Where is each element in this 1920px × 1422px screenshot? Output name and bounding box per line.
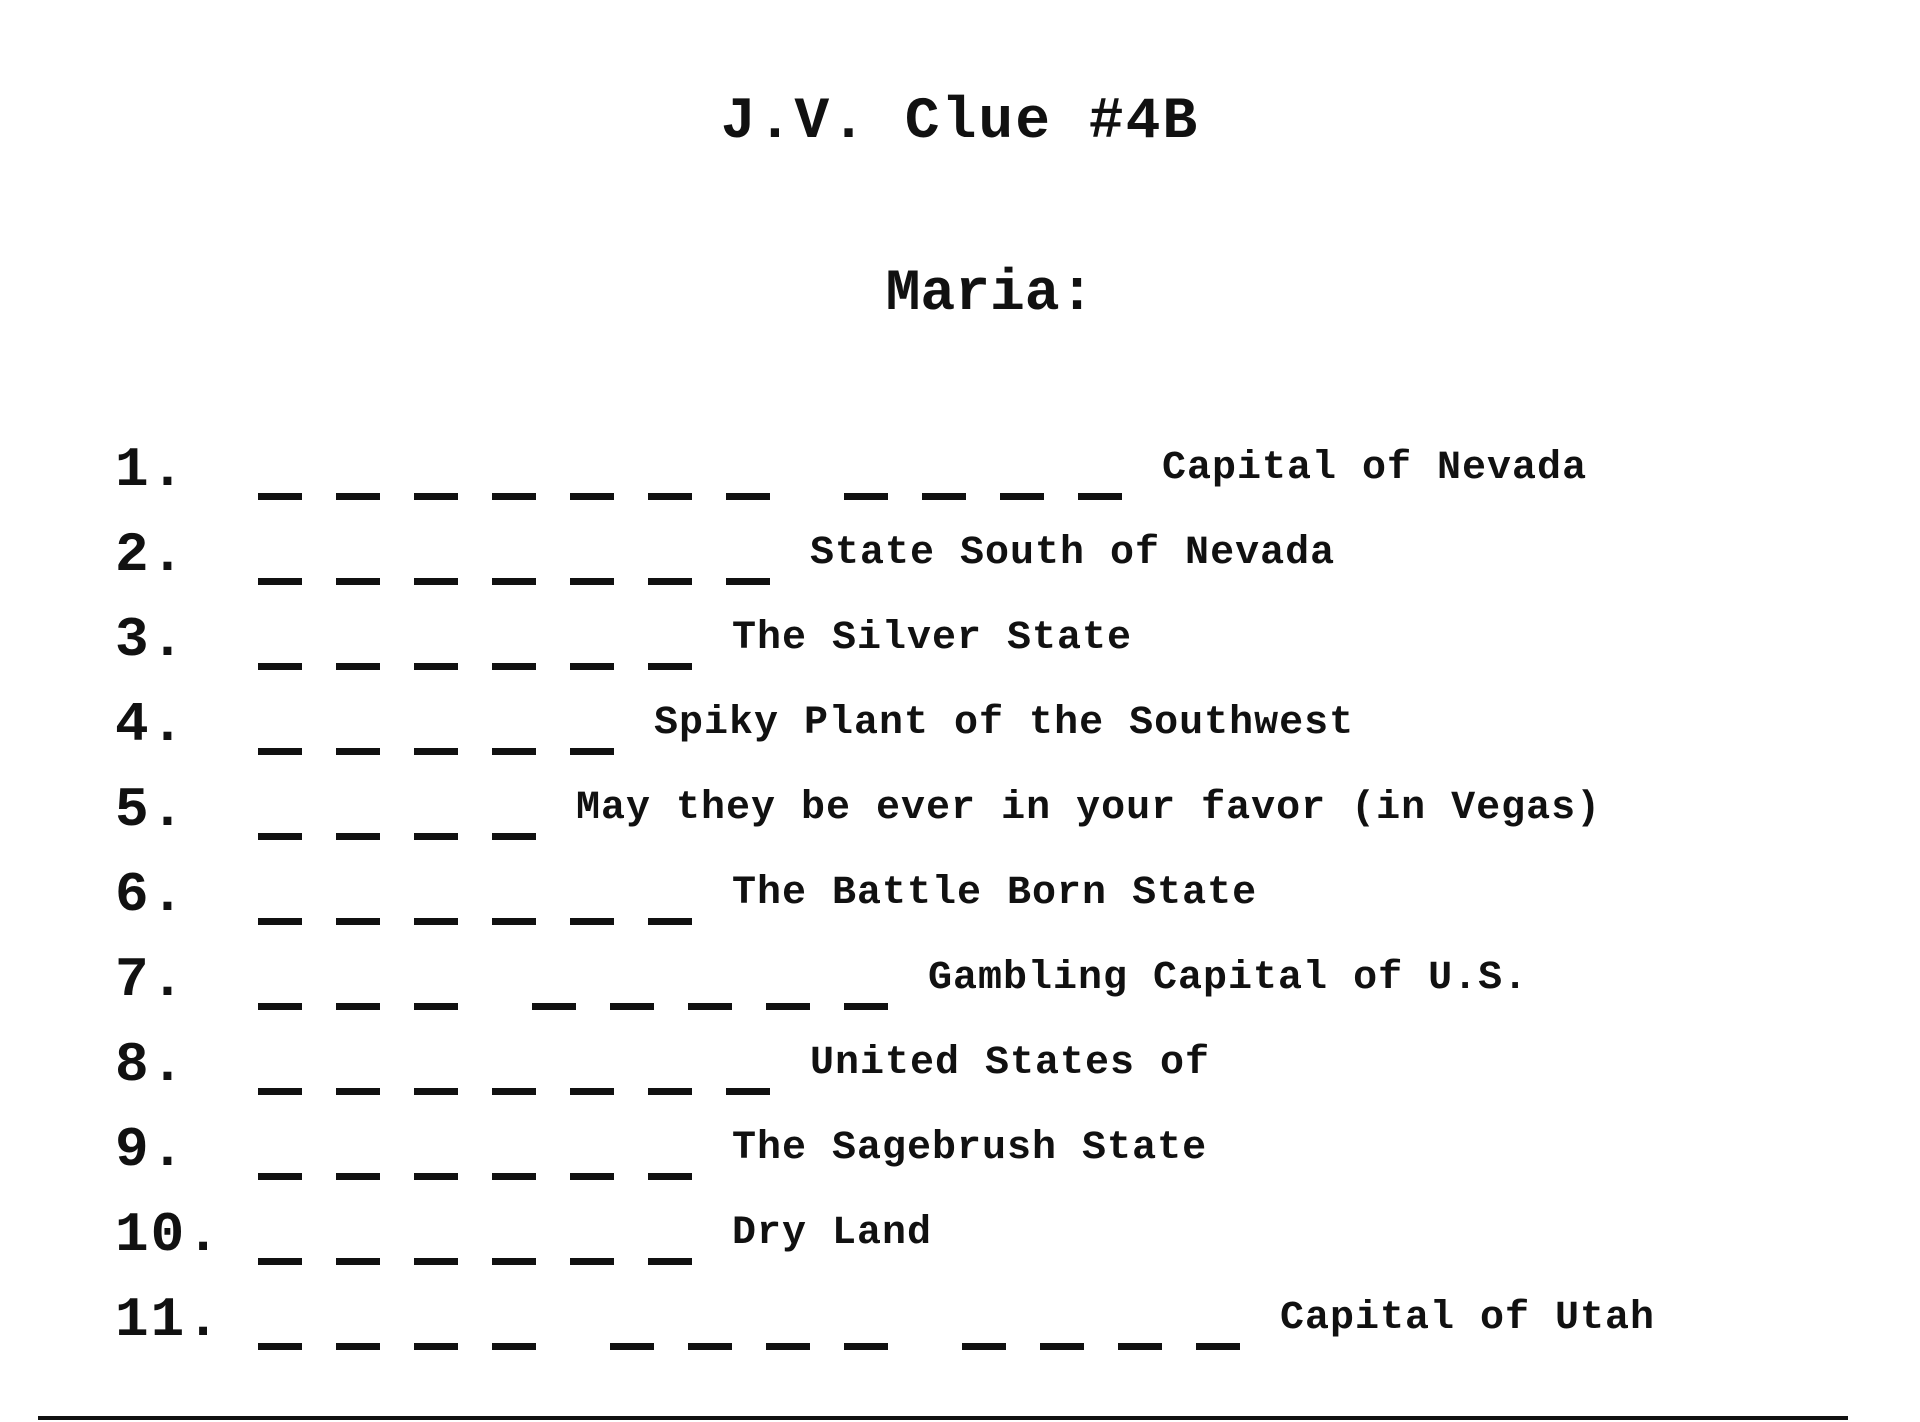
letter-blank bbox=[844, 1343, 888, 1350]
clue-row bbox=[115, 515, 1875, 600]
clue-list bbox=[115, 430, 1875, 1365]
letter-blank bbox=[258, 578, 302, 585]
clue-number: 1. bbox=[115, 438, 187, 502]
clue-row bbox=[115, 1110, 1875, 1195]
clue-number: 3. bbox=[115, 608, 187, 672]
letter-blank bbox=[258, 1088, 302, 1095]
letter-blank bbox=[336, 663, 380, 670]
bottom-rule bbox=[38, 1416, 1848, 1420]
letter-blank bbox=[648, 1173, 692, 1180]
letter-blank bbox=[844, 493, 888, 500]
letter-blank bbox=[1000, 493, 1044, 500]
letter-blank bbox=[570, 1258, 614, 1265]
clue-number: 8. bbox=[115, 1033, 187, 1097]
clue-row bbox=[115, 430, 1875, 515]
letter-blank bbox=[336, 918, 380, 925]
letter-blank bbox=[688, 1003, 732, 1010]
letter-blank bbox=[648, 1258, 692, 1265]
letter-blank bbox=[1196, 1343, 1240, 1350]
clue-hint: Capital of Utah bbox=[1280, 1296, 1656, 1341]
letter-blank bbox=[1118, 1343, 1162, 1350]
letter-blank bbox=[258, 833, 302, 840]
letter-blank bbox=[648, 493, 692, 500]
clue-number: 2. bbox=[115, 523, 187, 587]
letter-blank bbox=[648, 663, 692, 670]
letter-blank bbox=[570, 663, 614, 670]
letter-blank bbox=[258, 1003, 302, 1010]
letter-blank bbox=[570, 1173, 614, 1180]
letter-blank bbox=[258, 1343, 302, 1350]
letter-blank bbox=[492, 578, 536, 585]
letter-blank bbox=[492, 918, 536, 925]
letter-blank bbox=[844, 1003, 888, 1010]
clue-hint: May they be ever in your favor (in Vegas) bbox=[576, 786, 1602, 831]
letter-blank bbox=[648, 578, 692, 585]
clue-hint: Dry Land bbox=[732, 1211, 933, 1256]
letter-blank bbox=[336, 1343, 380, 1350]
letter-blank bbox=[258, 918, 302, 925]
letter-blank bbox=[492, 833, 536, 840]
clue-row bbox=[115, 1195, 1875, 1280]
letter-blank bbox=[610, 1003, 654, 1010]
letter-blank bbox=[532, 1003, 576, 1010]
letter-blank bbox=[336, 1003, 380, 1010]
student-name-heading: Maria: bbox=[885, 262, 1095, 327]
letter-blank bbox=[258, 663, 302, 670]
letter-blank bbox=[414, 748, 458, 755]
letter-blank bbox=[570, 748, 614, 755]
clue-hint: Gambling Capital of U.S. bbox=[928, 956, 1529, 1001]
letter-blank bbox=[258, 1258, 302, 1265]
letter-blank bbox=[414, 578, 458, 585]
letter-blank bbox=[414, 833, 458, 840]
clue-row bbox=[115, 770, 1875, 855]
letter-blank bbox=[1040, 1343, 1084, 1350]
letter-blank bbox=[726, 493, 770, 500]
letter-blank bbox=[570, 918, 614, 925]
clue-row bbox=[115, 685, 1875, 770]
letter-blank bbox=[962, 1343, 1006, 1350]
clue-hint: Spiky Plant of the Southwest bbox=[654, 701, 1355, 746]
letter-blank bbox=[336, 1258, 380, 1265]
letter-blank bbox=[414, 1088, 458, 1095]
letter-blank bbox=[570, 493, 614, 500]
clue-row bbox=[115, 940, 1875, 1025]
page-title: J.V. Clue #4B bbox=[720, 90, 1200, 155]
clue-number: 6. bbox=[115, 863, 187, 927]
letter-blank bbox=[492, 1343, 536, 1350]
letter-blank bbox=[414, 1003, 458, 1010]
letter-blank bbox=[1078, 493, 1122, 500]
letter-blank bbox=[492, 493, 536, 500]
letter-blank bbox=[336, 1173, 380, 1180]
clue-number: 7. bbox=[115, 948, 187, 1012]
letter-blank bbox=[336, 748, 380, 755]
letter-blank bbox=[414, 918, 458, 925]
letter-blank bbox=[648, 1088, 692, 1095]
letter-blank bbox=[570, 1088, 614, 1095]
letter-blank bbox=[688, 1343, 732, 1350]
letter-blank bbox=[414, 1173, 458, 1180]
clue-hint: State South of Nevada bbox=[810, 531, 1336, 576]
letter-blank bbox=[492, 663, 536, 670]
clue-hint: The Sagebrush State bbox=[732, 1126, 1208, 1171]
letter-blank bbox=[726, 578, 770, 585]
clue-number: 11. bbox=[115, 1288, 222, 1352]
letter-blank bbox=[336, 493, 380, 500]
clue-row bbox=[115, 1280, 1875, 1365]
letter-blank bbox=[922, 493, 966, 500]
clue-hint: United States of bbox=[810, 1041, 1211, 1086]
letter-blank bbox=[414, 493, 458, 500]
clue-row bbox=[115, 855, 1875, 940]
clue-number: 5. bbox=[115, 778, 187, 842]
clue-row bbox=[115, 600, 1875, 685]
letter-blank bbox=[258, 493, 302, 500]
clue-row bbox=[115, 1025, 1875, 1110]
letter-blank bbox=[648, 918, 692, 925]
letter-blank bbox=[492, 1088, 536, 1095]
letter-blank bbox=[336, 1088, 380, 1095]
letter-blank bbox=[492, 748, 536, 755]
letter-blank bbox=[492, 1258, 536, 1265]
letter-blank bbox=[414, 663, 458, 670]
letter-blank bbox=[336, 578, 380, 585]
letter-blank bbox=[726, 1088, 770, 1095]
letter-blank bbox=[414, 1258, 458, 1265]
letter-blank bbox=[610, 1343, 654, 1350]
letter-blank bbox=[258, 1173, 302, 1180]
letter-blank bbox=[258, 748, 302, 755]
letter-blank bbox=[766, 1343, 810, 1350]
letter-blank bbox=[336, 833, 380, 840]
letter-blank bbox=[766, 1003, 810, 1010]
clue-number: 4. bbox=[115, 693, 187, 757]
letter-blank bbox=[414, 1343, 458, 1350]
clue-hint: The Battle Born State bbox=[732, 871, 1258, 916]
clue-hint: The Silver State bbox=[732, 616, 1133, 661]
clue-hint: Capital of Nevada bbox=[1162, 446, 1588, 491]
clue-number: 10. bbox=[115, 1203, 222, 1267]
letter-blank bbox=[492, 1173, 536, 1180]
clue-number: 9. bbox=[115, 1118, 187, 1182]
letter-blank bbox=[570, 578, 614, 585]
